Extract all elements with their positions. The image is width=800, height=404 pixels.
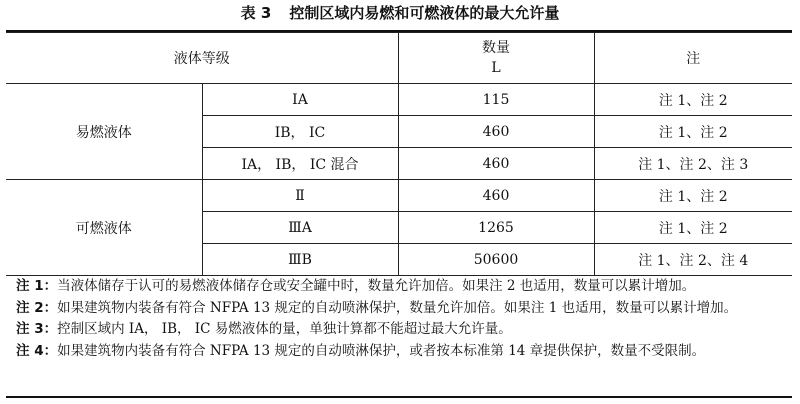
table-row — [6, 84, 792, 116]
note-cell: 注 1、注 2 — [594, 180, 792, 212]
note-cell: 注 1、注 2 — [594, 212, 792, 244]
quantity-cell: 460 — [398, 148, 594, 180]
table-number: 表 3 — [240, 4, 272, 22]
note-item — [16, 298, 786, 320]
header-quantity — [398, 33, 594, 84]
class-cell: IA， IB， IC 混合 — [202, 148, 398, 180]
note-item — [16, 276, 786, 298]
note-item — [16, 319, 786, 341]
liquid-quantity-table — [6, 32, 792, 276]
quantity-cell: 115 — [398, 84, 594, 116]
class-cell: ⅢB — [202, 244, 398, 276]
header-note: 注 — [594, 33, 792, 84]
quantity-cell: 1265 — [398, 212, 594, 244]
note-text: 如果建筑物内装备有符合 NFPA 13 规定的自动喷淋保护，数量允许加倍。如果注 1 也适用，数量可以累计增加。 — [57, 299, 738, 316]
note-cell: 注 1、注 2 — [594, 84, 792, 116]
note-cell: 注 1、注 2、注 4 — [594, 244, 792, 276]
table-notes — [16, 276, 786, 362]
table-caption: 控制区域内易燃和可燃液体的最大允许量 — [289, 4, 560, 22]
quantity-cell: 460 — [398, 116, 594, 148]
header-row — [6, 33, 792, 84]
class-cell: IA — [202, 84, 398, 116]
note-label: 注 1： — [16, 278, 58, 294]
note-label: 注 4： — [16, 342, 58, 359]
table-title — [0, 2, 800, 23]
note-cell: 注 1、注 2、注 3 — [594, 148, 792, 180]
class-cell: IB， IC — [202, 116, 398, 148]
group-flammable: 易燃液体 — [6, 84, 202, 180]
group-combustible: 可燃液体 — [6, 180, 202, 276]
note-text: 控制区域内 IA， IB， IC 易燃液体的量，单独计算都不能超过最大允许量。 — [57, 321, 512, 337]
header-liquid-class: 液体等级 — [6, 33, 398, 84]
header-quantity-label: 数量 — [482, 40, 510, 56]
note-item — [16, 341, 786, 363]
note-text: 当液体储存于认可的易燃液体储存仓或安全罐中时，数量允许加倍。如果注 2 也适用，数量可以累计增加。 — [57, 278, 696, 294]
header-quantity-unit: L — [491, 60, 501, 76]
quantity-cell: 50600 — [398, 244, 594, 276]
class-cell: Ⅱ — [202, 180, 398, 212]
note-text: 如果建筑物内装备有符合 NFPA 13 规定的自动喷淋保护，或者按本标准第 14 章提供保护，数量不受限制。 — [57, 342, 706, 359]
note-label: 注 3： — [16, 321, 58, 337]
quantity-cell: 460 — [398, 180, 594, 212]
note-cell: 注 1、注 2 — [594, 116, 792, 148]
table-row — [6, 180, 792, 212]
note-label: 注 2： — [16, 299, 58, 316]
class-cell: ⅢA — [202, 212, 398, 244]
